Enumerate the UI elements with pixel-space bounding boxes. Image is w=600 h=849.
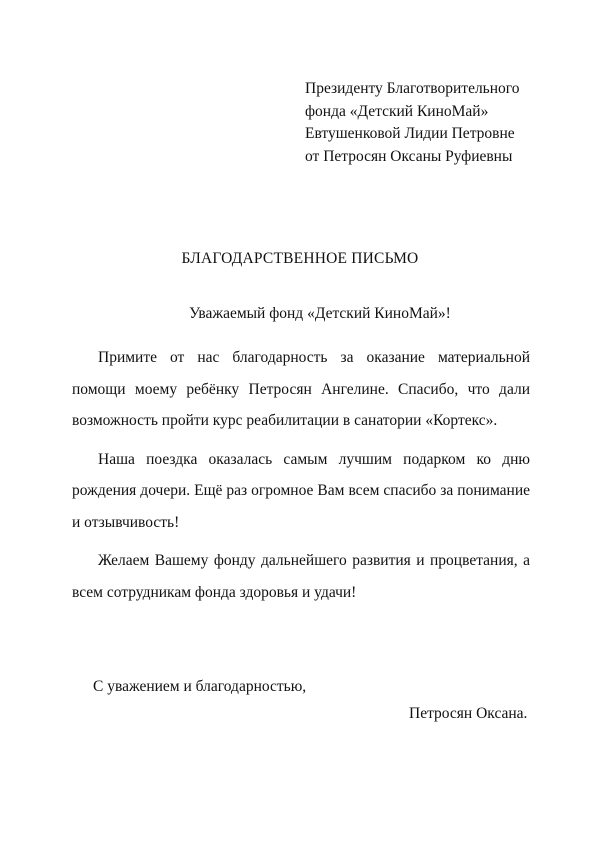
addressee-line: от Петросян Оксаны Руфиевны [305, 147, 513, 165]
body-paragraph: Наша поездка оказалась самым лучшим подарком ко дню рождения дочери. Ещё раз огромное Вам всем спасибо за понимание и отзывчивость! [72, 450, 530, 531]
addressee-line: фонда «Детский КиноМай» [305, 102, 489, 120]
letter-title: БЛАГОДАРСТВЕННОЕ ПИСЬМО [181, 250, 419, 267]
body-paragraph: Желаем Вашему фонду дальнейшего развития и процветания, а всем сотрудникам фонда здоровья и удачи! [72, 552, 530, 601]
addressee-block [305, 78, 520, 168]
letter-greeting: Уважаемый фонд «Детский КиноМай»! [189, 305, 451, 322]
addressee-line: Президенту Благотворительного [305, 80, 520, 97]
letter-closing: С уважением и благодарностью, [93, 678, 307, 695]
letter-signature: Петросян Оксана. [409, 705, 528, 722]
addressee-line: Евтушенковой Лидии Петровне [305, 125, 515, 142]
body-paragraph: Примите от нас благодарность за оказание материальной помощи моему ребёнку Петросян Ангелине. Спасибо, что дали возможность пройти курс реабилитации в санатории «Кортекс». [72, 349, 530, 429]
letter-body [72, 342, 530, 615]
